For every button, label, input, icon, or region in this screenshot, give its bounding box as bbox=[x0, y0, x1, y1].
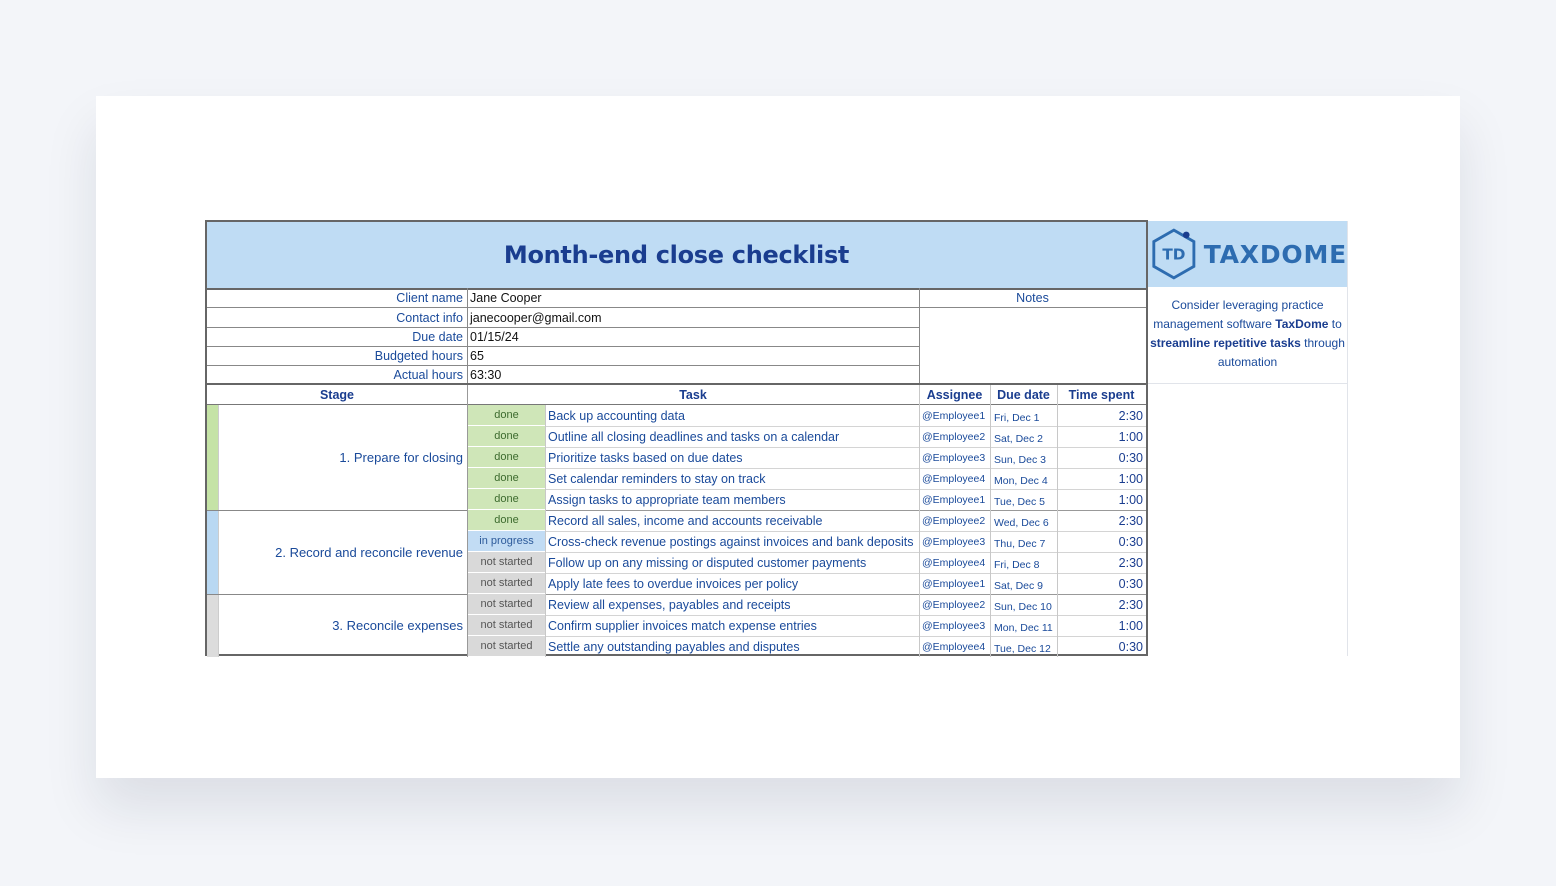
assignee-cell[interactable]: @Employee4 bbox=[922, 556, 986, 569]
taxdome-logo-icon bbox=[1150, 225, 1198, 283]
client-name-value[interactable]: Jane Cooper bbox=[470, 290, 542, 305]
header-stage[interactable]: Stage bbox=[319, 387, 355, 402]
due-date-cell[interactable]: Fri, Dec 1 bbox=[994, 411, 1040, 424]
notes-label: Notes bbox=[1016, 290, 1049, 305]
due-date-cell[interactable]: Sun, Dec 10 bbox=[994, 600, 1052, 613]
time-spent-cell[interactable]: 2:30 bbox=[1118, 408, 1143, 423]
assignee-cell[interactable]: @Employee2 bbox=[922, 514, 986, 527]
assignee-cell[interactable]: @Employee1 bbox=[922, 577, 986, 590]
header-assignee[interactable]: Assignee bbox=[926, 387, 983, 402]
status-badge[interactable]: not started bbox=[468, 636, 545, 656]
status-badge[interactable]: not started bbox=[468, 594, 545, 614]
task-cell[interactable]: Prioritize tasks based on due dates bbox=[548, 450, 743, 465]
due-date-cell[interactable]: Fri, Dec 8 bbox=[994, 558, 1040, 571]
task-cell[interactable]: Cross-check revenue postings against invoices and bank deposits bbox=[548, 534, 914, 549]
budgeted-hours-label: Budgeted hours bbox=[374, 348, 463, 363]
brand-header bbox=[1148, 221, 1347, 287]
due-date-cell[interactable]: Tue, Dec 5 bbox=[994, 495, 1045, 508]
budgeted-hours-value[interactable]: 65 bbox=[470, 348, 484, 363]
info-col-divider bbox=[467, 288, 468, 384]
assignee-cell[interactable]: @Employee2 bbox=[922, 598, 986, 611]
stage-name: 2. Record and reconcile revenue bbox=[275, 544, 463, 560]
time-spent-cell[interactable]: 0:30 bbox=[1118, 576, 1143, 591]
task-cell[interactable]: Record all sales, income and accounts receivable bbox=[548, 513, 823, 528]
assignee-cell[interactable]: @Employee1 bbox=[922, 493, 986, 506]
page-title: Month-end close checklist bbox=[503, 241, 850, 269]
task-cell[interactable]: Outline all closing deadlines and tasks on a calendar bbox=[548, 429, 840, 444]
stage-color-bar bbox=[207, 594, 218, 657]
due-date-value[interactable]: 01/15/24 bbox=[470, 329, 519, 344]
side-panel-right-border bbox=[1347, 221, 1348, 656]
due-date-cell[interactable]: Tue, Dec 12 bbox=[994, 642, 1051, 655]
notes-col-divider bbox=[919, 288, 920, 384]
column-divider bbox=[919, 385, 920, 657]
promo-text: Consider leveraging practice management software TaxDome to streamline repetitive tasks through automation bbox=[1150, 298, 1345, 369]
assignee-cell[interactable]: @Employee3 bbox=[922, 619, 986, 632]
time-spent-cell[interactable]: 2:30 bbox=[1118, 597, 1143, 612]
time-spent-cell[interactable]: 1:00 bbox=[1118, 618, 1143, 633]
due-date-label: Due date bbox=[412, 329, 463, 344]
task-cell[interactable]: Follow up on any missing or disputed customer payments bbox=[548, 555, 867, 570]
time-spent-cell[interactable]: 0:30 bbox=[1118, 450, 1143, 465]
contact-info-label: Contact info bbox=[396, 310, 463, 325]
time-spent-cell[interactable]: 0:30 bbox=[1118, 534, 1143, 549]
status-badge[interactable]: not started bbox=[468, 552, 545, 572]
assignee-cell[interactable]: @Employee4 bbox=[922, 640, 986, 653]
logo-mark: TD bbox=[1162, 245, 1186, 264]
status-badge[interactable]: done bbox=[468, 489, 545, 509]
task-cell[interactable]: Back up accounting data bbox=[548, 408, 685, 423]
actual-hours-label: Actual hours bbox=[393, 367, 463, 382]
time-spent-cell[interactable]: 1:00 bbox=[1118, 471, 1143, 486]
time-spent-cell[interactable]: 1:00 bbox=[1118, 429, 1143, 444]
status-badge[interactable]: done bbox=[468, 447, 545, 467]
actual-hours-value[interactable]: 63:30 bbox=[470, 367, 502, 382]
column-divider bbox=[467, 385, 468, 657]
due-date-cell[interactable]: Sat, Dec 2 bbox=[994, 432, 1044, 445]
time-spent-cell[interactable]: 0:30 bbox=[1118, 639, 1143, 654]
stage-name: 3. Reconcile expenses bbox=[332, 618, 463, 633]
column-divider bbox=[990, 385, 991, 657]
brand-name: TAXDOME bbox=[1203, 239, 1347, 269]
due-date-cell[interactable]: Thu, Dec 7 bbox=[994, 537, 1046, 550]
status-badge[interactable]: done bbox=[468, 510, 545, 530]
header-time-spent[interactable]: Time spent bbox=[1068, 387, 1135, 402]
stage-divider bbox=[207, 594, 467, 595]
side-panel-divider bbox=[1148, 383, 1348, 384]
assignee-cell[interactable]: @Employee2 bbox=[922, 430, 986, 443]
time-spent-cell[interactable]: 1:00 bbox=[1118, 492, 1143, 507]
title-band bbox=[207, 222, 1146, 290]
task-cell[interactable]: Assign tasks to appropriate team members bbox=[548, 492, 786, 507]
column-divider bbox=[1057, 385, 1058, 657]
header-task[interactable]: Task bbox=[679, 387, 707, 402]
status-badge[interactable]: not started bbox=[468, 573, 545, 593]
contact-info-value[interactable]: janecooper@gmail.com bbox=[470, 310, 602, 325]
status-badge[interactable]: not started bbox=[468, 615, 545, 635]
task-cell[interactable]: Apply late fees to overdue invoices per policy bbox=[548, 576, 799, 591]
due-date-cell[interactable]: Mon, Dec 4 bbox=[994, 474, 1048, 487]
status-badge[interactable]: done bbox=[468, 468, 545, 488]
status-badge[interactable]: done bbox=[468, 405, 545, 425]
stage-color-bar bbox=[207, 510, 218, 594]
due-date-cell[interactable]: Sat, Dec 9 bbox=[994, 579, 1044, 592]
stage-divider bbox=[207, 510, 467, 511]
task-cell[interactable]: Settle any outstanding payables and disputes bbox=[548, 639, 800, 654]
task-cell[interactable]: Set calendar reminders to stay on track bbox=[548, 471, 766, 486]
assignee-cell[interactable]: @Employee1 bbox=[922, 409, 986, 422]
assignee-cell[interactable]: @Employee3 bbox=[922, 535, 986, 548]
due-date-cell[interactable]: Sun, Dec 3 bbox=[994, 453, 1046, 466]
stage-color-bar bbox=[207, 405, 218, 510]
checklist-sheet bbox=[205, 220, 1148, 656]
status-badge[interactable]: in progress bbox=[468, 531, 545, 551]
assignee-cell[interactable]: @Employee4 bbox=[922, 472, 986, 485]
task-cell[interactable]: Confirm supplier invoices match expense entries bbox=[548, 618, 817, 633]
time-spent-cell[interactable]: 2:30 bbox=[1118, 513, 1143, 528]
notes-field[interactable] bbox=[920, 308, 1146, 384]
column-divider bbox=[545, 405, 546, 657]
time-spent-cell[interactable]: 2:30 bbox=[1118, 555, 1143, 570]
header-due-date[interactable]: Due date bbox=[997, 387, 1050, 402]
task-cell[interactable]: Review all expenses, payables and receipts bbox=[548, 597, 791, 612]
client-name-label: Client name bbox=[396, 290, 463, 305]
assignee-cell[interactable]: @Employee3 bbox=[922, 451, 986, 464]
stage-name: 1. Prepare for closing bbox=[339, 450, 463, 465]
due-date-cell[interactable]: Wed, Dec 6 bbox=[994, 516, 1049, 529]
due-date-cell[interactable]: Mon, Dec 11 bbox=[994, 621, 1053, 634]
status-badge[interactable]: done bbox=[468, 426, 545, 446]
